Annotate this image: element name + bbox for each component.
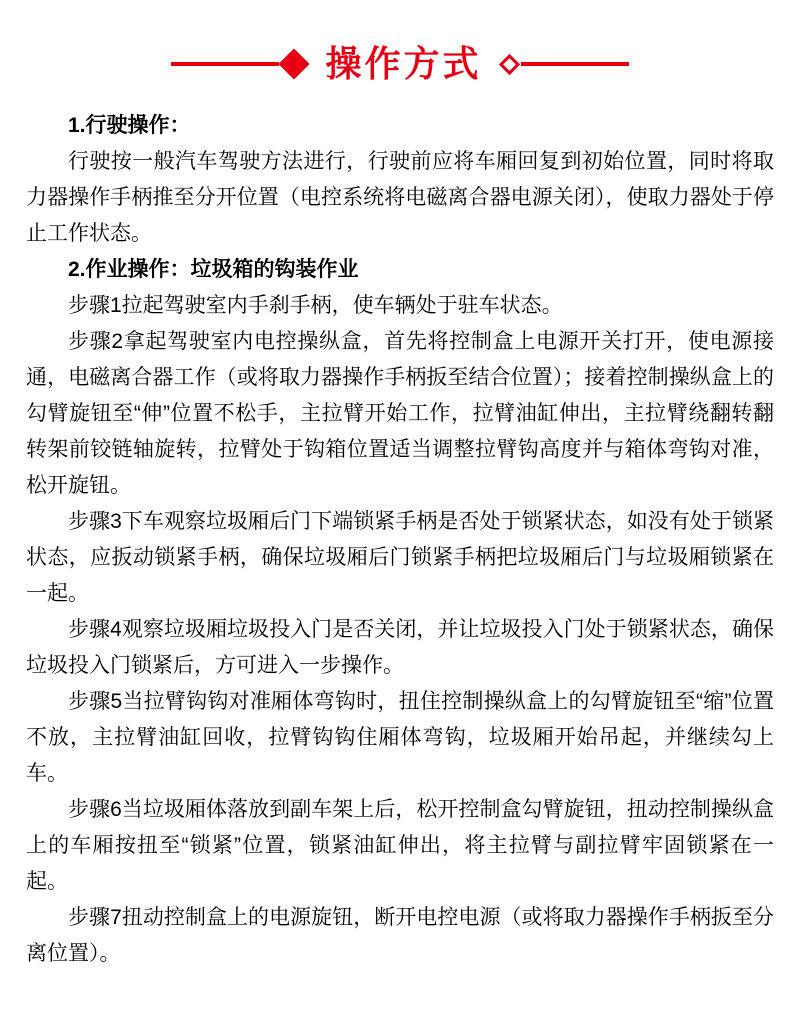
step-3-paragraph: 步骤3下车观察垃圾厢后门下端锁紧手柄是否处于锁紧状态，如没有处于锁紧状态，应扳动锁紧手柄，确保垃圾厢后门锁紧手柄把垃圾厢后门与垃圾厢锁紧在一起。 [26, 510, 774, 605]
document-page [0, 34, 800, 1034]
step-1-paragraph: 步骤1拉起驾驶室内手刹手柄，使车辆处于驻车状态。 [68, 294, 563, 317]
header-rule-left [171, 62, 279, 66]
page-title: 操作方式 [325, 43, 482, 84]
section-1-paragraph-1: 行驶按一般汽车驾驶方法进行，行驶前应将车厢回复到初始位置，同时将取力器操作手柄推至分开位置（电控系统将电磁离合器电源关闭），使取力器处于停止工作状态。 [26, 150, 774, 245]
header-diamond-right-group [498, 57, 521, 72]
section-heading-2: 2.作业操作：垃圾箱的钩装作业 [68, 258, 359, 281]
header-rule-right [521, 62, 629, 66]
step-4-paragraph: 步骤4观察垃圾厢垃圾投入门是否关闭，并让垃圾投入门处于锁紧状态，确保垃圾投入门锁紧后，方可进入一步操作。 [26, 618, 774, 677]
diamond-outline-icon [498, 53, 519, 74]
document-content [0, 108, 800, 972]
page-header [0, 34, 800, 94]
step-6-paragraph: 步骤6当垃圾厢体落放到副车架上后，松开控制盒勾臂旋钮，扭动控制操纵盒上的车厢按扭至“锁紧”位置，锁紧油缸伸出，将主拉臂与副拉臂牢固锁紧在一起。 [26, 798, 774, 893]
step-5-paragraph: 步骤5当拉臂钩钩对准厢体弯钩时，扭住控制操纵盒上的勾臂旋钮至“缩”位置不放，主拉臂油缸回收，拉臂钩钩住厢体弯钩，垃圾厢开始吊起，并继续勾上车。 [26, 690, 774, 785]
step-2-paragraph: 步骤2拿起驾驶室内电控操纵盒，首先将控制盒上电源开关打开，使电源接通，电磁离合器工作（或将取力器操作手柄扳至结合位置）；接着控制操纵盒上的勾臂旋钮至“伸”位置不松手，主拉臂开始工作，拉臂油缸伸出，主拉臂绕翻转翻转架前铰链轴旋转，拉臂处于钩箱位置适当调整拉臂钩高度并与箱体弯钩对准，松开旋钮。 [26, 330, 774, 497]
step-7-paragraph: 步骤7扭动控制盒上的电源旋钮，断开电控电源（或将取力器操作手柄扳至分离位置）。 [26, 906, 774, 965]
section-heading-1: 1.行驶操作： [68, 114, 191, 137]
diamond-solid-icon [279, 48, 310, 79]
header-diamond-left-group [279, 53, 309, 75]
